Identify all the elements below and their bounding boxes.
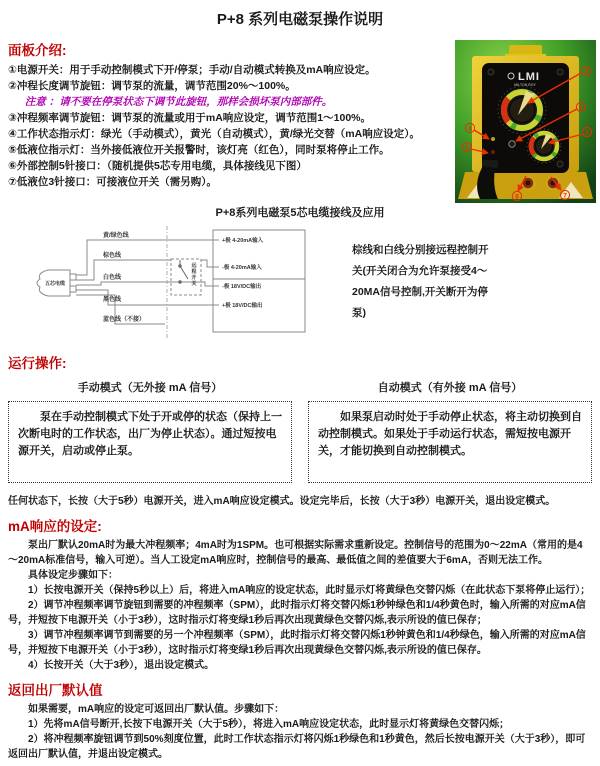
wire-label-brown: 棕色线 xyxy=(103,253,122,259)
manual-mode-title: 手动模式（无外接 mA 信号） xyxy=(77,382,223,394)
auto-mode-column xyxy=(308,375,592,483)
auto-mode-box: 如果泵启动时处于手动停止状态，将主动切换到自动控制模式。如果处于手动运行状态，需短按电源开关，才能切换到自动控制模式。 xyxy=(308,401,592,483)
status-indicator-light xyxy=(491,137,495,141)
wire-white xyxy=(76,282,219,286)
terminal-dc-plus: +极 18V/DC输出 xyxy=(222,303,263,309)
marker-5: 5 xyxy=(465,144,469,152)
wiring-side-note: 棕线和白线分别接远程控制开关(开关闭合为允许泵接受4～20MA信号控制,开关断开为停泵) xyxy=(352,244,489,319)
section-heading-factory-reset: 返回出厂默认值 xyxy=(8,683,103,698)
panel-caution-note: 注意 ：请不要在停泵状态下调节此旋钮，那样会损坏泵内部部件。 xyxy=(24,96,333,108)
page-title: P+8 系列电磁泵操作说明 xyxy=(216,11,384,28)
cable-label: 五芯电缆 xyxy=(44,281,66,287)
panel-item-1: ①电源开关：用于手动控制模式下开/停泵；手动/自动模式转换及mA响应设定。 xyxy=(8,64,376,76)
section-heading-operation: 运行操作: xyxy=(8,356,67,371)
wiring-diagram-title: P+8系列电磁泵5芯电缆接线及应用 xyxy=(215,207,385,219)
ma-mode-intro: 任何状态下，长按（大于5秒）电源开关，进入mA响应设定模式。设定完毕后，长按（大于3秒）电源开关，退出设定模式。 xyxy=(8,496,556,507)
auto-mode-title: 自动模式（有外接 mA 信号） xyxy=(377,382,523,394)
brand-logo-text: LMI xyxy=(518,71,540,83)
wire-label-blue: 蓝色线（不接） xyxy=(103,317,146,323)
panel-item-3: ③冲程频率调节旋钮：调节泵的流量或用于mA响应设定，调节范围1～100%。 xyxy=(8,112,372,124)
marker-2: 2 xyxy=(584,68,588,76)
marker-4: 4 xyxy=(468,125,472,133)
panel-item-7: ⑦低液位3针接口：可接液位开关（需另购）。 xyxy=(8,176,217,188)
pump-photo xyxy=(455,40,596,203)
factory-reset-intro: 如果需要，mA响应的设定可返回出厂默认值。步骤如下： xyxy=(28,704,285,715)
wire-brown xyxy=(76,260,171,280)
power-switch[interactable] xyxy=(509,141,515,147)
panel-item-2: ②冲程长度调节旋钮：调节泵的流量，调节范围20%～100%。 xyxy=(8,80,296,92)
switch-char-2: 程 xyxy=(191,269,197,275)
wiring-diagram-svg xyxy=(30,224,330,344)
switch-symbol xyxy=(179,260,188,283)
ma-setting-step-2: 2）调节冲程频率调节旋钮到需要的冲程频率（SPM），此时指示灯将交替闪烁1秒钟绿色和1/4秒黄色时，输入所需的对应mA信号，并短按下电源开关（小于3秒），这时指示灯将变绿1秒后再次出现黄绿色交替闪烁,表示所设的值已保存； xyxy=(8,600,586,626)
panel-item-4: ④工作状态指示灯：绿光（手动模式），黄光（自动模式），黄/绿光交替（mA响应设定）。 xyxy=(8,128,420,140)
marker-3: 3 xyxy=(585,129,589,137)
panel-intro-list xyxy=(8,62,455,190)
operation-columns xyxy=(8,375,592,483)
wire-label-black: 黑色线 xyxy=(103,297,122,303)
wire-labels xyxy=(102,231,145,323)
marker-1: 1 xyxy=(579,104,583,112)
wire-label-white: 白色线 xyxy=(103,275,122,281)
ma-setting-paragraph: 泵出厂默认20mA时为最大冲程频率；4mA时为1SPM。也可根据实际需求重新设定。控制信号的范围为0～22mA（常用的是4～20mA标准信号，输入可逆）。当人工设定mA响应时，控制信号的最高、最低值之间的差值要大于6mA，否则无法工作。 xyxy=(8,540,583,566)
ma-setting-step-1: 1）长按电源开关（保持5秒以上）后，将进入mA响应的设定状态，此时显示灯将黄绿色交替闪烁（在此状态下泵将停止运行）； xyxy=(28,585,591,596)
switch-char-1: 远 xyxy=(191,263,197,269)
factory-reset-step-2: 2）将冲程频率旋钮调节到50%刻度位置，此时工作状态指示灯将闪烁1秒绿色和1秒黄色，然后长按电源开关（大于3秒），即可返回出厂默认值，并退出设定模式。 xyxy=(8,734,586,760)
wiring-diagram xyxy=(8,224,592,346)
factory-reset-step-1: 1）先将mA信号断开,长按下电源开关（大于5秒），将进入mA响应设定状态，此时显示灯将黄绿色交替闪烁； xyxy=(28,719,510,730)
brand-sub-text: MILTON ROY xyxy=(514,83,536,87)
marker-7: 7 xyxy=(563,192,567,200)
low-level-indicator-light xyxy=(491,150,495,154)
panel-item-6: ⑥外部控制5针接口：（随机提供5芯专用电缆，具体接线见下图） xyxy=(8,160,307,172)
wire-label-yellow-green: 黄/绿色线 xyxy=(103,233,129,239)
ma-setting-steps-intro: 具体设定步骤如下： xyxy=(28,570,118,581)
section-heading-panel-intro: 面板介绍: xyxy=(8,43,67,58)
wire-yellow-green xyxy=(76,240,219,275)
marker-6: 6 xyxy=(515,193,519,201)
manual-mode-box: 泵在手动控制模式下处于开或停的状态（保持上一次断电时的工作状态，出厂为停止状态）。通过短按电源开关，启动或停止泵。 xyxy=(8,401,292,483)
section-heading-ma-setting: mA响应的设定: xyxy=(8,519,102,534)
wire-black xyxy=(76,290,219,305)
manual-mode-column xyxy=(8,375,292,483)
ma-setting-step-3: 3）调节冲程频率调节到需要的另一个冲程频率（SPM），此时指示灯将交替闪烁1秒钟黄色和1/4秒绿色，输入所需的对应mA信号，并短按下电源开关（小于3秒），这时指示灯将变绿1秒后再次出现黄绿色交替闪烁,表示所设的值已保存。 xyxy=(8,630,586,656)
switch-char-4: 关 xyxy=(191,281,197,287)
terminal-dc-minus: -极 18V/DC输出 xyxy=(222,284,262,290)
terminal-ma-minus: -极 4-20mA输入 xyxy=(222,265,262,271)
switch-char-3: 开 xyxy=(191,275,197,281)
terminal-ma-plus: +极 4-20mA输入 xyxy=(222,238,264,244)
remote-switch-label xyxy=(191,262,196,287)
terminal-labels xyxy=(222,236,264,309)
panel-item-5: ⑤低液位指示灯：当外接低液位开关报警时，该灯亮（红色），同时泵将停止工作。 xyxy=(8,144,390,156)
ma-setting-step-4: 4）长按开关（大于3秒），退出设定模式。 xyxy=(28,660,215,671)
